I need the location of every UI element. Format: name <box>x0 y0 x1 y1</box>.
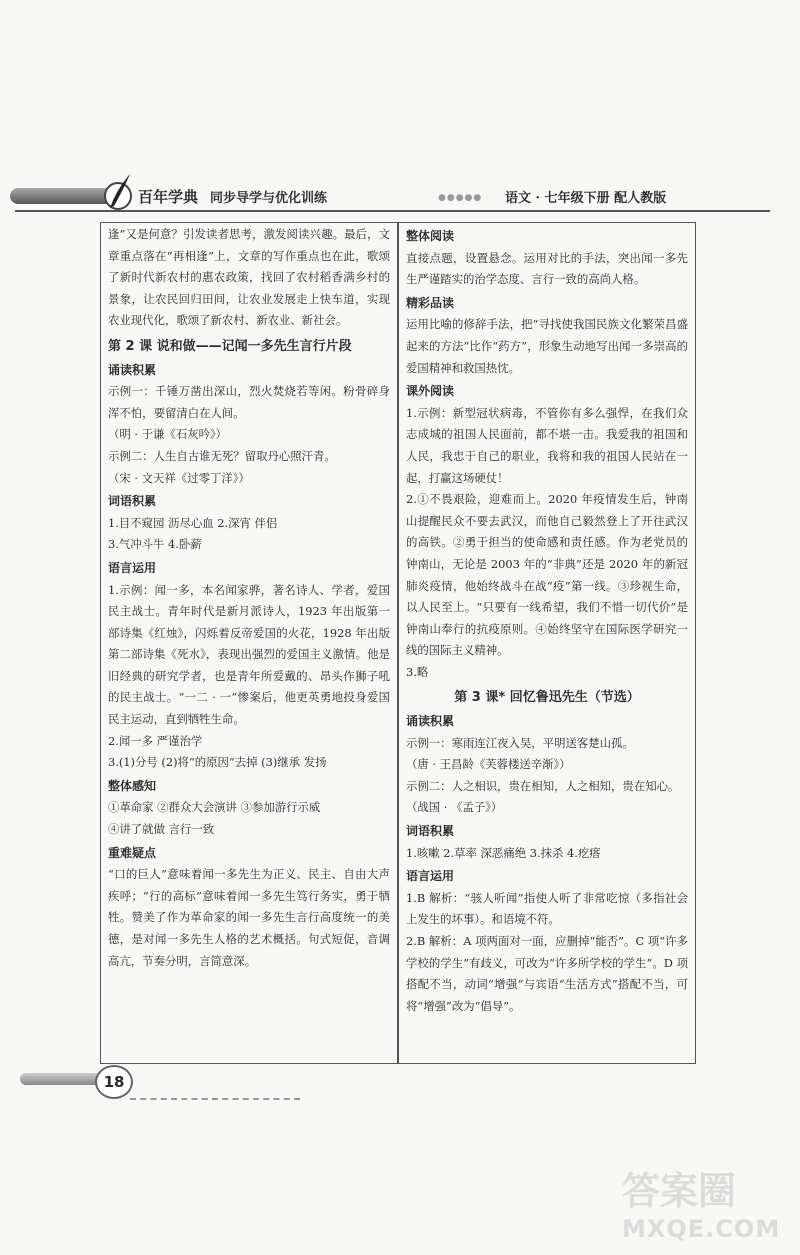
answer-item: 1.B 解析：“骇人听闻”指使人听了非常吃惊（多指社会上发生的坏事）。和语境不符。 <box>406 890 688 927</box>
answer-line: 3.气冲斗牛 4.卧薪 <box>108 537 202 552</box>
header-rule <box>15 210 770 212</box>
watermark-url: MXQE.COM <box>622 1215 781 1243</box>
source-citation: （唐 · 王昌龄《芙蓉楼送辛渐》） <box>406 757 571 772</box>
recitation-example-1: 示例一：寒雨连江夜入吴，平明送客楚山孤。 <box>406 735 634 750</box>
book-grade-edition: 语文 · 七年级下册 配人教版 <box>505 191 667 206</box>
recitation-example-2: 示例二：人生自古谁无死？留取丹心照汗青。 <box>108 448 336 463</box>
book-subtitle: 同步导学与优化训练 <box>210 191 328 206</box>
source-citation: （明 · 于谦《石灰吟》） <box>108 427 228 442</box>
footer-decor-bar <box>20 1073 100 1085</box>
answer-line: 1.目不窥园 沥尽心血 2.深宵 伴侣 <box>108 515 278 530</box>
source-citation: （宋 · 文天祥《过零丁洋》） <box>108 470 250 485</box>
answer-paragraph: 运用比喻的修辞手法，把“寻找使我国民族文化繁荣昌盛起来的方法”比作“药方”，形象生动地写出闻一多崇高的爱国精神和救国热忱。 <box>406 317 688 375</box>
answer-item: 1.示例：闻一多，本名闻家骅，著名诗人、学者，爱国民主战士。青年时代是新月派诗人，1923 年出版第一部诗集《红烛》，闪烁着反帝爱国的火花，1928 年出版第二部诗集《死水》，表现出强烈的爱国主义激情。他是旧经典的研究学者，也是青年所爱戴的、昂头作狮子吼的民主战士。“一二 · 一”惨案后，他更英勇地投身爱国民主运动，直到牺牲生命。 <box>108 582 390 727</box>
page-number: 18 <box>95 1065 133 1099</box>
section-title: 诵读积累 <box>406 714 455 729</box>
book-title: 百年学典 <box>138 188 199 206</box>
answer-item: 3.略 <box>406 664 429 679</box>
page-header <box>10 168 770 216</box>
header-dots: ●●●●● <box>438 193 483 203</box>
answer-paragraph: “口的巨人”意味着闻一多先生为正义、民主、自由大声疾呼；“行的高标”意味着闻一多先生笃行务实，勇于牺牲。赞美了作为革命家的闻一多先生言行高度统一的美德，是对闻一多先生人格的艺术概括。句式短促，音调高亢，节奏分明，言简意深。 <box>108 867 390 968</box>
section-title: 诵读积累 <box>108 362 157 377</box>
answer-item: 3.(1)分号 (2)将“的原因”去掉 (3)继承 发扬 <box>108 755 327 770</box>
section-title: 语言运用 <box>108 560 157 575</box>
answer-item: 2.①不畏艰险，迎难而上。2020 年疫情发生后，钟南山提醒民众不要去武汉，而他自己毅然登上了开往武汉的高铁。②勇于担当的使命感和责任感。作为老党员的钟南山，无论是 2003 年的“非典”还是 2020 年的新冠肺炎疫情，他始终战斗在战“疫”第一线。③珍视生命，以人民至上。“只要有一线希望，我们不惜一切代价”是钟南山奉行的抗疫原则。④始终坚守在国际医学研究一线的国际主义精神。 <box>406 492 688 658</box>
watermark-text: 答案圈 <box>622 1169 737 1213</box>
section-title: 整体阅读 <box>406 229 455 243</box>
section-title: 词语积累 <box>108 494 157 509</box>
answer-line: ①革命家 ②群众大会演讲 ③参加游行示威 <box>108 800 321 815</box>
watermark-logo <box>622 1160 782 1243</box>
source-citation: （战国 · 《孟子》） <box>406 800 503 815</box>
lesson-2-title: 第 2 课 说和做——记闻一多先生言行片段 <box>108 338 352 354</box>
section-title: 精彩品读 <box>406 295 455 310</box>
answer-line: ④讲了就做 言行一致 <box>108 822 215 837</box>
lesson1-tail-text: 逢”又是何意？引发读者思考，激发阅读兴趣。最后，文章重点落在“再相逢”上，文章的写作重点也在此，歌颂了新时代新农村的惠农政策，找回了农村稻香满乡村的景象，让农民回归田间，让农业发展走上快车道，实现农业现代化，歌颂了新农村、新农业、新社会。 <box>108 227 390 328</box>
answer-line: 1.咳嗽 2.草率 深恶痛绝 3.抹杀 4.疙瘩 <box>406 845 601 860</box>
lesson-3-title: 第 3 课* 回忆鲁迅先生（节选） <box>454 690 640 706</box>
answer-item: 2.B 解析：A 项两面对一面，应删掉“能否”。C 项“许多学校的学生”有歧义，可改为“许多所学校的学生”。D 项搭配不当，动词“增强”与宾语“生活方式”搭配不当，可将“增强”改为“倡导”。 <box>406 934 688 1013</box>
section-title: 课外阅读 <box>406 384 455 399</box>
quill-logo-icon <box>100 172 136 212</box>
left-column <box>108 224 390 972</box>
right-column <box>406 224 688 1017</box>
section-title: 词语积累 <box>406 824 455 839</box>
answer-item: 2.闻一多 严谨治学 <box>108 733 203 748</box>
section-title: 语言运用 <box>406 869 455 884</box>
recitation-example-2: 示例二：人之相识，贵在相知，人之相知，贵在知心。 <box>406 778 680 793</box>
footer-dashed-rule <box>130 1098 300 1100</box>
section-title: 重难疑点 <box>108 845 157 860</box>
recitation-example-1: 示例一：千锤万凿出深山，烈火焚烧若等闲。粉骨碎身浑不怕，要留清白在人间。 <box>108 384 390 420</box>
answer-item: 1.示例：新型冠状病毒，不管你有多么强悍，在我们众志成城的祖国人民面前，都不堪一击。我爱我的祖国和人民，我忠于自己的职业，我将和我的祖国人民站在一起，打赢这场硬仗！ <box>406 405 688 485</box>
answer-paragraph: 直接点题，设置悬念。运用对比的手法，突出闻一多先生严谨踏实的治学态度、言行一致的高尚人格。 <box>406 250 688 287</box>
section-title: 整体感知 <box>108 778 157 793</box>
